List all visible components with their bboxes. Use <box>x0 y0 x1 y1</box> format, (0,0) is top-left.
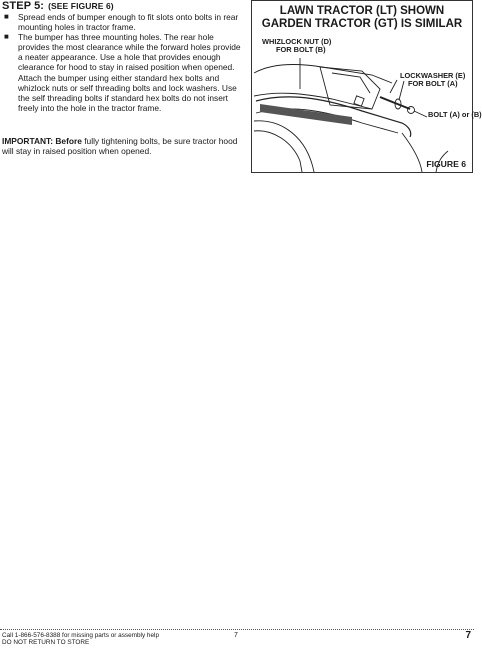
right-tire-edge <box>402 133 422 172</box>
important-note <box>2 136 242 156</box>
whizlock-label: WHIZLOCK NUT (D) <box>262 37 332 46</box>
lockwasher-sublabel: FOR BOLT (A) <box>408 79 458 89</box>
whizlock-callout <box>262 38 331 55</box>
instruction-text: The bumper has three mounting holes. The rear hole provides the most clearance while the forward holes provide a neater appearance. Use a hole that provides enough clearance for hood to stay in raised position when opened. Attach the bumper using either standard hex bolts and whizlock nuts or self threading bolts and lock washers. Use the self threading bolts if standard hex bolts do not insert freely into the hole in the tractor frame. <box>18 32 241 113</box>
lockwasher-label: LOCKWASHER (E) <box>400 71 466 80</box>
page-number-right: 7 <box>465 630 471 641</box>
important-text: fully tightening bolts, be sure tractor hood will stay in raised position when opened. <box>2 136 238 157</box>
important-label: IMPORTANT: <box>2 136 54 146</box>
instruction-text: Spread ends of bumper enough to fit slots onto bolts in rear mounting holes in tractor frame. <box>18 12 239 33</box>
figure-caption: FIGURE 6 <box>426 159 466 169</box>
lockwasher-callout <box>400 72 465 89</box>
left-tire <box>254 131 302 172</box>
bumper-shading <box>260 104 352 125</box>
figure-title-line-2: GARDEN TRACTOR (GT) IS SIMILAR <box>261 18 463 30</box>
instruction-item <box>2 12 242 32</box>
important-keyword: Before <box>55 136 82 146</box>
lockwasher-leader <box>390 80 397 93</box>
bolt-leader <box>414 111 427 117</box>
whizlock-sublabel: FOR BOLT (B) <box>276 45 326 55</box>
step-number: STEP 5: <box>2 0 45 12</box>
bullet-square-icon: ■ <box>4 12 9 21</box>
footer-help-line: Call 1-866-576-8388 for missing parts or assembly help <box>2 632 160 639</box>
figure-6-box <box>251 0 482 173</box>
instruction-item <box>2 32 242 113</box>
step-heading <box>2 0 242 12</box>
mounting-plate <box>320 67 380 109</box>
footer-store-line: DO NOT RETURN TO STORE <box>2 639 90 646</box>
page-number-center: 7 <box>234 632 238 639</box>
instruction-list <box>2 12 242 113</box>
bullet-square-icon: ■ <box>4 32 9 42</box>
footer-divider <box>0 629 474 630</box>
bolt-head <box>408 107 415 114</box>
bolt-label: BOLT (A) or (B) <box>428 110 482 119</box>
figure-title-line-1: LAWN TRACTOR (LT) SHOWN <box>279 5 445 17</box>
plate-fold <box>332 73 370 93</box>
bolt-callout <box>428 111 482 119</box>
left-tire-outer <box>254 121 314 172</box>
figure-reference: (SEE FIGURE 6) <box>48 1 114 11</box>
